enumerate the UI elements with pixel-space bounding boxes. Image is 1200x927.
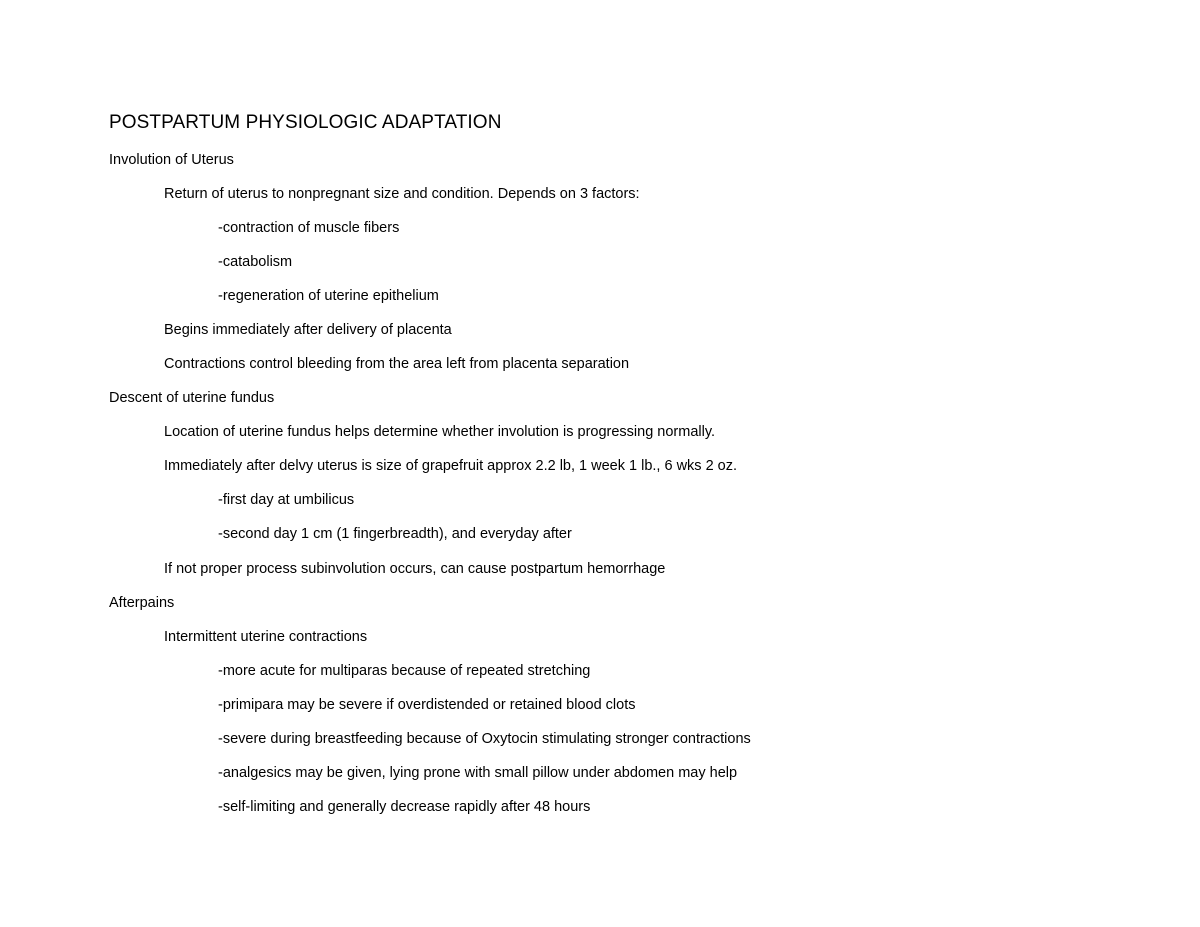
text-line: Begins immediately after delivery of placenta — [164, 322, 452, 338]
page-title: POSTPARTUM PHYSIOLOGIC ADAPTATION — [109, 112, 502, 133]
text-line: If not proper process subinvolution occurs, can cause postpartum hemorrhage — [164, 561, 666, 577]
text-line: Contractions control bleeding from the area left from placenta separation — [164, 356, 630, 372]
section-heading-afterpains: Afterpains — [109, 595, 175, 611]
text-line: Location of uterine fundus helps determine whether involution is progressing normally. — [164, 424, 716, 440]
list-item: -severe during breastfeeding because of Oxytocin stimulating stronger contractions — [218, 731, 751, 747]
list-item: -second day 1 cm (1 fingerbreadth), and everyday after — [218, 526, 572, 542]
text-line: Intermittent uterine contractions — [164, 629, 368, 645]
list-item: -analgesics may be given, lying prone with small pillow under abdomen may help — [218, 765, 738, 781]
list-item: -contraction of muscle fibers — [218, 220, 400, 236]
list-item: -more acute for multiparas because of repeated stretching — [218, 663, 591, 679]
list-item: -self-limiting and generally decrease rapidly after 48 hours — [218, 799, 591, 815]
section-heading-involution: Involution of Uterus — [109, 152, 234, 168]
list-item: -regeneration of uterine epithelium — [218, 288, 439, 304]
list-item: -first day at umbilicus — [218, 492, 355, 508]
list-item: -catabolism — [218, 254, 293, 270]
text-line: Immediately after delvy uterus is size of grapefruit approx 2.2 lb, 1 week 1 lb., 6 wks 2 oz. — [164, 458, 738, 474]
text-line: Return of uterus to nonpregnant size and condition. Depends on 3 factors: — [164, 186, 640, 202]
section-heading-descent: Descent of uterine fundus — [109, 390, 275, 406]
list-item: -primipara may be severe if overdistended or retained blood clots — [218, 697, 636, 713]
